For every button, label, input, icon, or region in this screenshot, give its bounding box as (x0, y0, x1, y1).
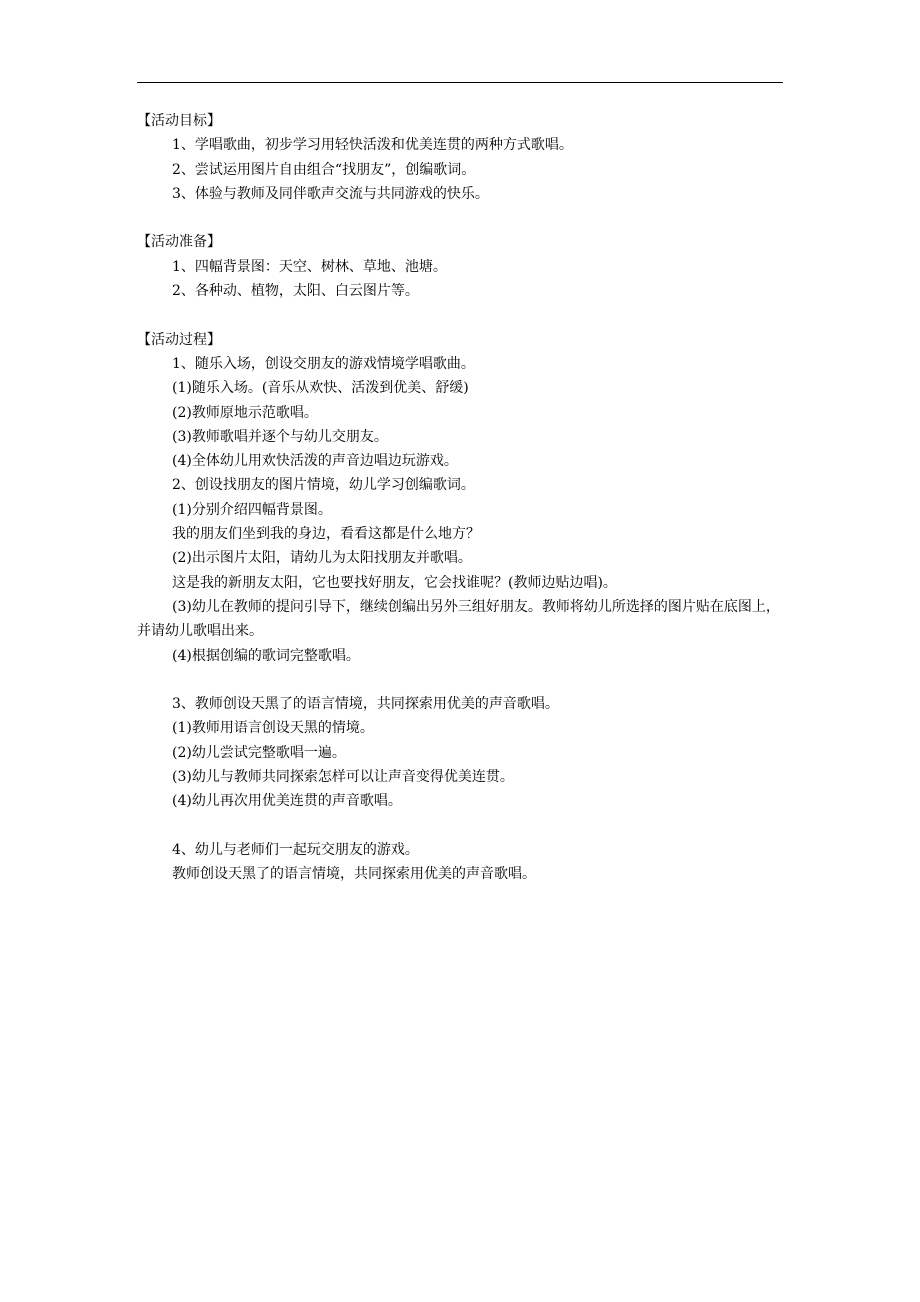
process-step: (2)出示图片太阳，请幼儿为太阳找朋友并歌唱。 (172, 550, 472, 567)
process-step: 4、幼儿与老师们一起玩交朋友的游戏。 (172, 841, 419, 858)
spacer (137, 303, 787, 327)
process-step-wrapped: (3)幼儿在教师的提问引导下，继续创编出另外三组好朋友。教师将幼儿所选择的图片贴在底图上，并请幼儿歌唱出来。 (137, 598, 780, 640)
process-step: (1)教师用语言创设天黑的情境。 (172, 720, 374, 737)
process-step: (4)幼儿再次用优美连贯的声音歌唱。 (172, 793, 402, 810)
process-step: (3)幼儿与教师共同探索怎样可以让声音变得优美连贯。 (172, 769, 514, 786)
spacer (137, 206, 787, 230)
process-step: (4)全体幼儿用欢快活泼的声音边唱边玩游戏。 (172, 453, 458, 470)
process-step: (3)教师歌唱并逐个与幼儿交朋友。 (172, 428, 388, 445)
header-rule (137, 82, 783, 83)
section-heading-process: 【活动过程】 (137, 331, 221, 348)
process-step: 3、教师创设天黑了的语言情境，共同探索用优美的声音歌唱。 (172, 696, 559, 713)
process-step: (1)分别介绍四幅背景图。 (172, 501, 332, 518)
process-step: (2)教师原地示范歌唱。 (172, 404, 318, 421)
preparation-item: 2、各种动、植物，太阳、白云图片等。 (172, 283, 419, 300)
process-step: (2)幼儿尝试完整歌唱一遍。 (172, 744, 346, 761)
process-step: (4)根据创编的歌词完整歌唱。 (172, 647, 360, 664)
process-step: 教师创设天黑了的语言情境，共同探索用优美的声音歌唱。 (172, 866, 536, 883)
preparation-item: 1、四幅背景图：天空、树林、草地、池塘。 (172, 258, 447, 275)
goal-item: 1、学唱歌曲，初步学习用轻快活泼和优美连贯的两种方式歌唱。 (172, 137, 573, 154)
spacer (137, 814, 787, 838)
process-step: 2、创设找朋友的图片情境，幼儿学习创编歌词。 (172, 477, 475, 494)
process-step: 1、随乐入场，创设交朋友的游戏情境学唱歌曲。 (172, 355, 475, 372)
document-body (137, 109, 787, 887)
process-step: (1)随乐入场。(音乐从欢快、活泼到优美、舒缓) (172, 380, 469, 397)
section-heading-goals: 【活动目标】 (137, 113, 221, 129)
spacer (137, 668, 787, 692)
goal-item: 2、尝试运用图片自由组合“找朋友”，创编歌词。 (172, 161, 476, 178)
process-step: 这是我的新朋友太阳，它也要找好朋友，它会找谁呢？(教师边贴边唱)。 (172, 574, 617, 591)
section-heading-preparation: 【活动准备】 (137, 234, 221, 251)
goal-item: 3、体验与教师及同伴歌声交流与共同游戏的快乐。 (172, 185, 489, 202)
process-step: 我的朋友们坐到我的身边，看看这都是什么地方？ (172, 526, 480, 543)
